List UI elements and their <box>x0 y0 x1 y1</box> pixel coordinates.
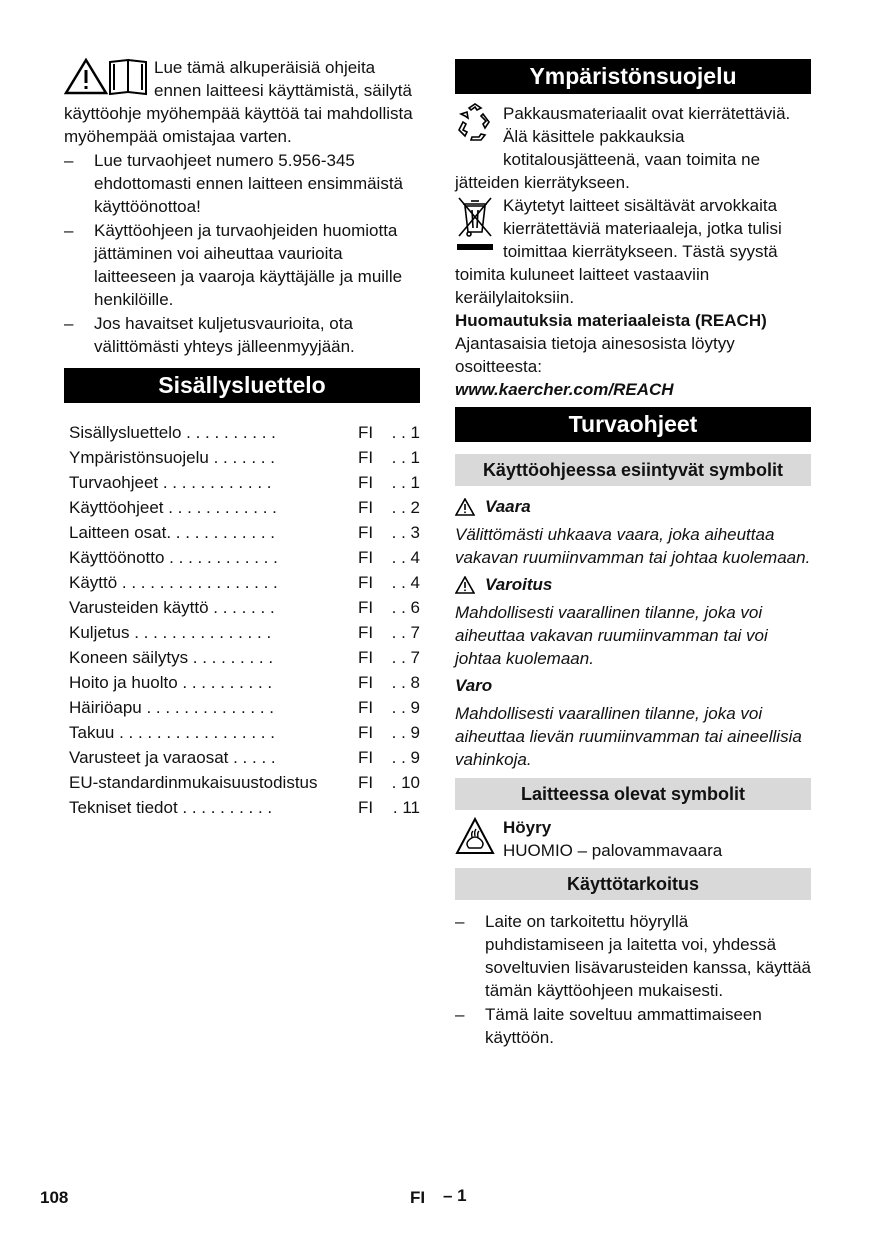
toc-row[interactable]: Hoito ja huolto . . . . . . . . . . FI . . 8 <box>69 673 420 692</box>
warning-triangle-icon <box>455 498 475 516</box>
toc-row[interactable]: Varusteiden käyttö . . . . . . . FI . . 6 <box>69 598 420 617</box>
safety-heading: Turvaohjeet <box>455 407 811 442</box>
caution-label: Varo <box>455 676 493 695</box>
toc-row[interactable]: Sisällysluettelo . . . . . . . . . . FI . . 1 <box>69 423 420 442</box>
list-item: – Jos havaitset kuljetusvaurioita, ota välittömästi yhteys jälleenmyyjään. <box>64 312 420 358</box>
toc-row[interactable]: Takuu . . . . . . . . . . . . . . . . . FI . . 9 <box>69 723 420 742</box>
reach-heading: Huomautuksia materiaaleista (REACH) <box>455 311 767 330</box>
toc-heading: Sisällysluettelo <box>64 368 420 403</box>
manual-symbols-heading: Käyttöohjeessa esiintyvät symbolit <box>455 454 811 486</box>
reach-text: Ajantasaisia tietoja ainesosista löytyy osoitteesta: <box>455 334 735 376</box>
environment-heading: Ympäristönsuojelu <box>455 59 811 94</box>
toc-row[interactable]: Turvaohjeet . . . . . . . . . . . . FI . . 1 <box>69 473 420 492</box>
warning-triangle-icon <box>66 60 106 93</box>
footer-section-page: – 1 <box>443 1186 467 1205</box>
device-symbols-heading: Laitteessa olevat symbolit <box>455 778 811 810</box>
list-item: – Lue turvaohjeet numero 5.956-345 ehdottomasti ennen laitteen ensimmäistä käyttöönottoa! <box>64 149 420 218</box>
packaging-text: Pakkausmateriaalit ovat kierrätettäviä. Älä käsittele pakkauksia kotitalousjätteenä, vaan toimita ne jätteiden kierrätykseen. <box>455 104 791 192</box>
danger-label: Vaara <box>455 495 811 518</box>
warning-text: Mahdollisesti vaarallinen tilanne, joka voi aiheuttaa vakavan ruumiinvamman tai voi johtaa kuolemaan. <box>455 603 768 668</box>
steam-label: Höyry <box>503 818 552 837</box>
page-number: 108 <box>40 1188 69 1207</box>
wheelie-bin-crossed-icon <box>455 194 495 260</box>
toc-row[interactable]: Varusteet ja varaosat . . . . . FI . . 9 <box>69 748 420 767</box>
old-devices-block <box>455 194 811 309</box>
toc-row[interactable]: Laitteen osat. . . . . . . . . . . . FI . . 3 <box>69 523 420 542</box>
warning-triangle-icon <box>455 576 475 594</box>
intro-text: Lue tämä alkuperäisiä ohjeita ennen laitteesi käyttämistä, säilytä käyttöohje myöhempää käyttöä tai mahdollista myöhempää omistajaa varten. <box>64 58 413 146</box>
list-item: – Tämä laite soveltuu ammattimaiseen käyttöön. <box>455 1003 811 1049</box>
footer-lang: FI <box>410 1188 426 1207</box>
toc-row[interactable]: Käyttöönotto . . . . . . . . . . . . FI . . 4 <box>69 548 420 567</box>
toc-row[interactable]: Häiriöapu . . . . . . . . . . . . . . FI . . 9 <box>69 698 420 717</box>
left-column <box>64 56 420 820</box>
intended-use-heading: Käyttötarkoitus <box>455 868 811 900</box>
intro-block <box>64 56 420 148</box>
read-manual-icon <box>110 60 146 94</box>
steam-text: HUOMIO – palovammavaara <box>503 841 723 860</box>
toc-row[interactable]: Koneen säilytys . . . . . . . . . FI . . 7 <box>69 648 420 667</box>
reach-link[interactable]: www.kaercher.com/REACH <box>455 380 674 399</box>
right-column <box>455 56 811 1049</box>
list-item: – Käyttöohjeen ja turvaohjeiden huomiotta jättäminen voi aiheuttaa vaurioita laitteeseen ja vaaroja käyttäjälle ja muille henkilöille. <box>64 219 420 311</box>
intended-use-bullets <box>455 910 811 1049</box>
intro-bullets <box>64 149 420 358</box>
warning-label: Varoitus <box>455 573 811 596</box>
list-item: – Laite on tarkoitettu höyryllä puhdistamiseen ja laitetta voi, yhdessä soveltuvien lisävarusteiden kanssa, käyttää tämän käyttöohjeen mukaisesti. <box>455 910 811 1002</box>
toc-row[interactable]: Kuljetus . . . . . . . . . . . . . . . FI . . 7 <box>69 623 420 642</box>
toc-row[interactable]: Tekniset tiedot . . . . . . . . . . FI . 11 <box>69 798 420 817</box>
steam-block <box>455 816 811 862</box>
warning-manual-icons <box>64 56 152 100</box>
recycling-icon <box>455 102 495 150</box>
danger-text: Välittömästi uhkaava vaara, joka aiheuttaa vakavan ruumiinvamman tai johtaa kuolemaan. <box>455 525 811 567</box>
table-of-contents <box>64 420 420 820</box>
packaging-block <box>455 102 811 194</box>
toc-row[interactable]: Käyttöohjeet . . . . . . . . . . . . FI . . 2 <box>69 498 420 517</box>
old-devices-text: Käytetyt laitteet sisältävät arvokkaita kierrätettäviä materiaaleja, jotka tulisi toimittaa kierrätykseen. Tästä syystä toimita kuluneet laitteet vastaaviin keräilylaitoksiin. <box>455 196 782 307</box>
toc-row[interactable]: Käyttö . . . . . . . . . . . . . . . . . FI . . 4 <box>69 573 420 592</box>
hot-steam-warning-icon <box>455 816 495 862</box>
toc-row[interactable]: EU-standardinmukaisuustodistus FI . 10 <box>69 773 420 792</box>
toc-row[interactable]: Ympäristönsuojelu . . . . . . . FI . . 1 <box>69 448 420 467</box>
caution-text: Mahdollisesti vaarallinen tilanne, joka voi aiheuttaa lievän ruumiinvamman tai aineellisia vahinkoja. <box>455 704 802 769</box>
